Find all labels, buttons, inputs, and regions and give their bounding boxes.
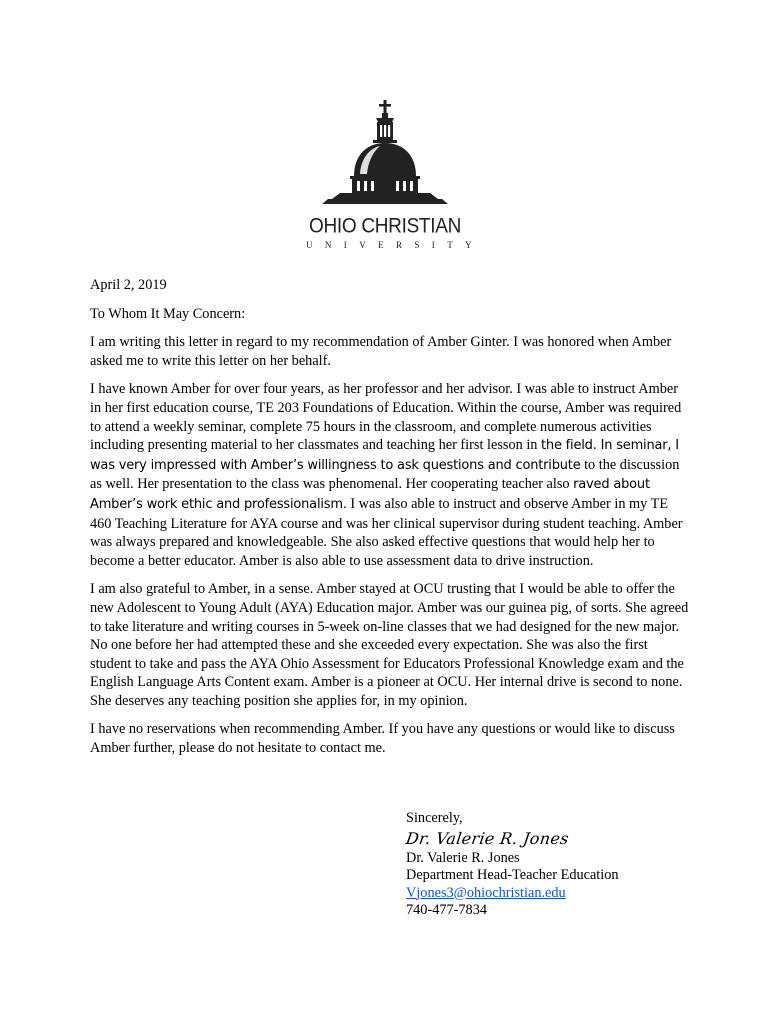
letter-paragraph-4: I have no reservations when recommending Amber. If you have any questions or would like to discuss Amber further, please do not hesitate to contact me.	[90, 721, 675, 757]
university-subtitle: UNIVERSITY	[306, 240, 484, 250]
university-logo	[300, 98, 484, 258]
letter-body	[90, 276, 690, 768]
letter-closing	[406, 810, 726, 920]
university-name: OHIO CHRISTIAN	[308, 214, 462, 239]
paragraph-2-part-e: I was also able to instruct and observe Amber in my TE 460 Teaching Literature for AYA course and was her clinical supervisor during student teaching. Amber was always prepared and knowledgeable. She also asked effective questions that would help her to become a better educator. Amber is also able to use assessment data to drive instruction.	[90, 495, 683, 569]
paragraph-2-part-b: the field. In seminar, I was very impressed with Amber’s willingness to ask questions and contribute	[90, 438, 679, 473]
chapel-dome-icon	[300, 98, 470, 208]
letter-paragraph-3: I am also grateful to Amber, in a sense. Amber stayed at OCU trusting that I would be able to offer the new Adolescent to Young Adult (AYA) Education major. Amber was our guinea pig, of sorts. She agreed to take literature and writing courses in 5-week on-line classes that we had designed for the new major. No one before her had attempted these and she exceeded every expectation. She was also the first student to take and pass the AYA Ohio Assessment for Educators Professional Knowledge exam and the English Language Arts Content exam. Amber is a pioneer at OCU. Her internal drive is second to none. She deserves any teaching position she applies for, in my opinion.	[90, 581, 689, 709]
signer-title: Department Head-Teacher Education	[406, 867, 619, 883]
letter-date: April 2, 2019	[90, 277, 167, 293]
valediction: Sincerely,	[406, 810, 463, 826]
signer-phone: 740-477-7834	[406, 902, 488, 918]
signature: Dr. Valerie R. Jones	[404, 828, 571, 848]
letter-salutation: To Whom It May Concern:	[90, 305, 246, 322]
letter-paragraph-2	[90, 380, 690, 570]
paragraph-2-part-a: I have known Amber for over four years, as her professor and her advisor. I was able to instruct Amber in her first education course, TE 203 Foundations of Education. Within the course, Amber was required to attend a weekly seminar, complete 75 hours in the classroom, and complete numerous activities including presenting material to her classmates and teaching her first lesson in	[90, 381, 682, 454]
letter-paragraph-1: I am writing this letter in regard to my recommendation of Amber Ginter. I was honored when Amber asked me to write this letter on her behalf.	[90, 334, 672, 369]
paragraph-2-part-c: to the discussion as well. Her presentation to the class was phenomenal. Her cooperating teacher also	[90, 456, 680, 493]
signer-email-link[interactable]: Vjones3@ohiochristian.edu	[406, 884, 566, 901]
paragraph-2-part-d: raved about Amber’s work ethic and professionalism.	[90, 477, 650, 512]
signer-name: Dr. Valerie R. Jones	[406, 849, 520, 866]
